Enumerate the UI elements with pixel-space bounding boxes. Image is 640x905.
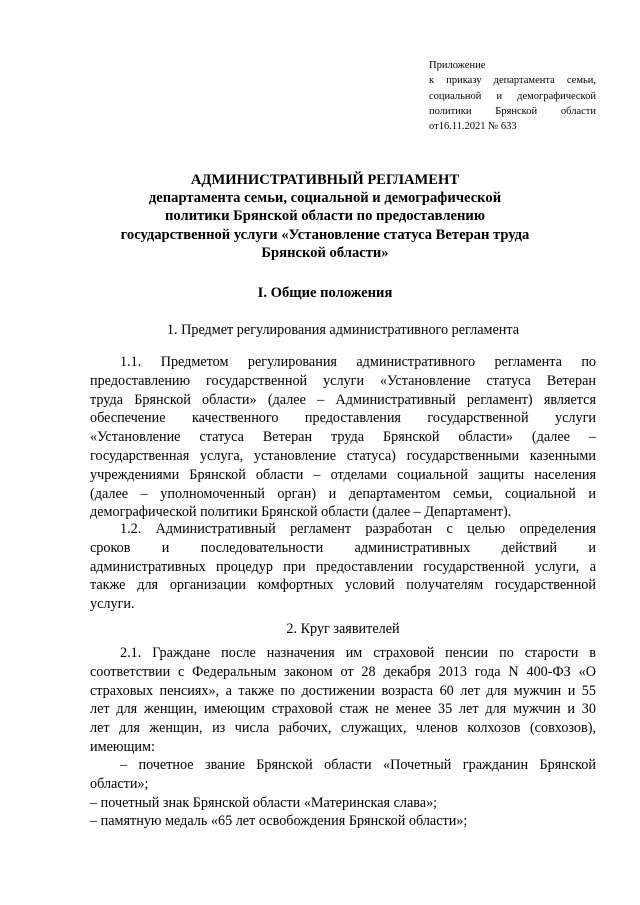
text-line: труда Брянской области» (далее – Административный регламент) является (90, 391, 596, 408)
subsection-heading: 1. Предмет регулирования административного регламента (166, 322, 520, 338)
text-line: сроков и последовательности административных действий и (90, 539, 596, 556)
text-line: демографической политики Брянской области (далее – Департамент). (90, 504, 512, 521)
text-line: учреждениями Брянской области – отделами социальной защиты населения (90, 466, 596, 483)
subsection-heading: 2. Круг заявителей (286, 621, 400, 637)
text-line: 2.1. Граждане после назначения им страховой пенсии по старости в (120, 645, 596, 661)
text-line: имеющим: (90, 738, 155, 755)
appendix-line: социальной и демографической (429, 90, 596, 102)
text-line: 1.2. Административный регламент разработан с целью определения (120, 521, 596, 537)
appendix-line: к приказу департамента семьи, (429, 75, 596, 87)
eligibility-list (90, 756, 596, 831)
list-item-continuation: области»; (90, 775, 149, 792)
text-line: государственная услуга, установление статуса) государственными казенными (90, 447, 596, 464)
list-item: – памятную медаль «65 лет освобождения Брянской области»; (90, 813, 468, 830)
title-line: политики Брянской области по предоставлению (165, 208, 485, 225)
text-line: лет для женщин, из числа рабочих, служащих, членов колхозов (совхозов), (90, 720, 596, 737)
text-line: (далее – уполномоченный орган) и департаментом семьи, социальной и (90, 485, 596, 502)
text-line: предоставлению государственной услуги «Установление статуса Ветеран (90, 372, 596, 389)
text-line: также для организации комфортных условий получателям государственной (90, 577, 596, 594)
paragraph-1-1 (90, 353, 596, 522)
text-line: страховых пенсиях», а также по достижении возраста 60 лет для мужчин и 55 (90, 682, 596, 699)
text-line: соответствии с Федеральным законом от 28 декабря 2013 года N 400-ФЗ «О (90, 663, 596, 680)
text-line: услуги. (90, 596, 135, 613)
title-line: государственной услуги «Установление статуса Ветеран труда (120, 226, 530, 243)
appendix-line: Приложение (429, 60, 486, 71)
text-line: 1.1. Предметом регулирования административного регламента по (120, 354, 596, 370)
appendix-note (429, 58, 596, 134)
text-line: обеспечение качественного предоставления государственной услуги (90, 410, 596, 427)
text-line: административных процедур при предоставлении государственной услуги, а (90, 558, 596, 575)
appendix-line: политики Брянской области (429, 105, 596, 117)
paragraph-1-2 (90, 520, 596, 614)
text-line: лет для женщин, имеющим страховой стаж не менее 35 лет для мужчин и 30 (90, 701, 596, 718)
paragraph-2-1 (90, 644, 596, 757)
title-line: Брянской области» (261, 244, 389, 261)
title-line: департамента семьи, социальной и демографической (148, 190, 502, 207)
appendix-line: от16.11.2021 № 633 (429, 121, 517, 133)
text-line: «Установление статуса Ветеран труда Брянской области» (далее – (90, 429, 596, 446)
section-heading: I. Общие положения (257, 285, 393, 301)
list-item: – почетное звание Брянской области «Почетный гражданин Брянской (120, 757, 596, 773)
title-line: АДМИНИСТРАТИВНЫЙ РЕГЛАМЕНТ (190, 172, 460, 188)
list-item: – почетный знак Брянской области «Материнская слава»; (90, 794, 438, 811)
document-title (80, 171, 570, 262)
